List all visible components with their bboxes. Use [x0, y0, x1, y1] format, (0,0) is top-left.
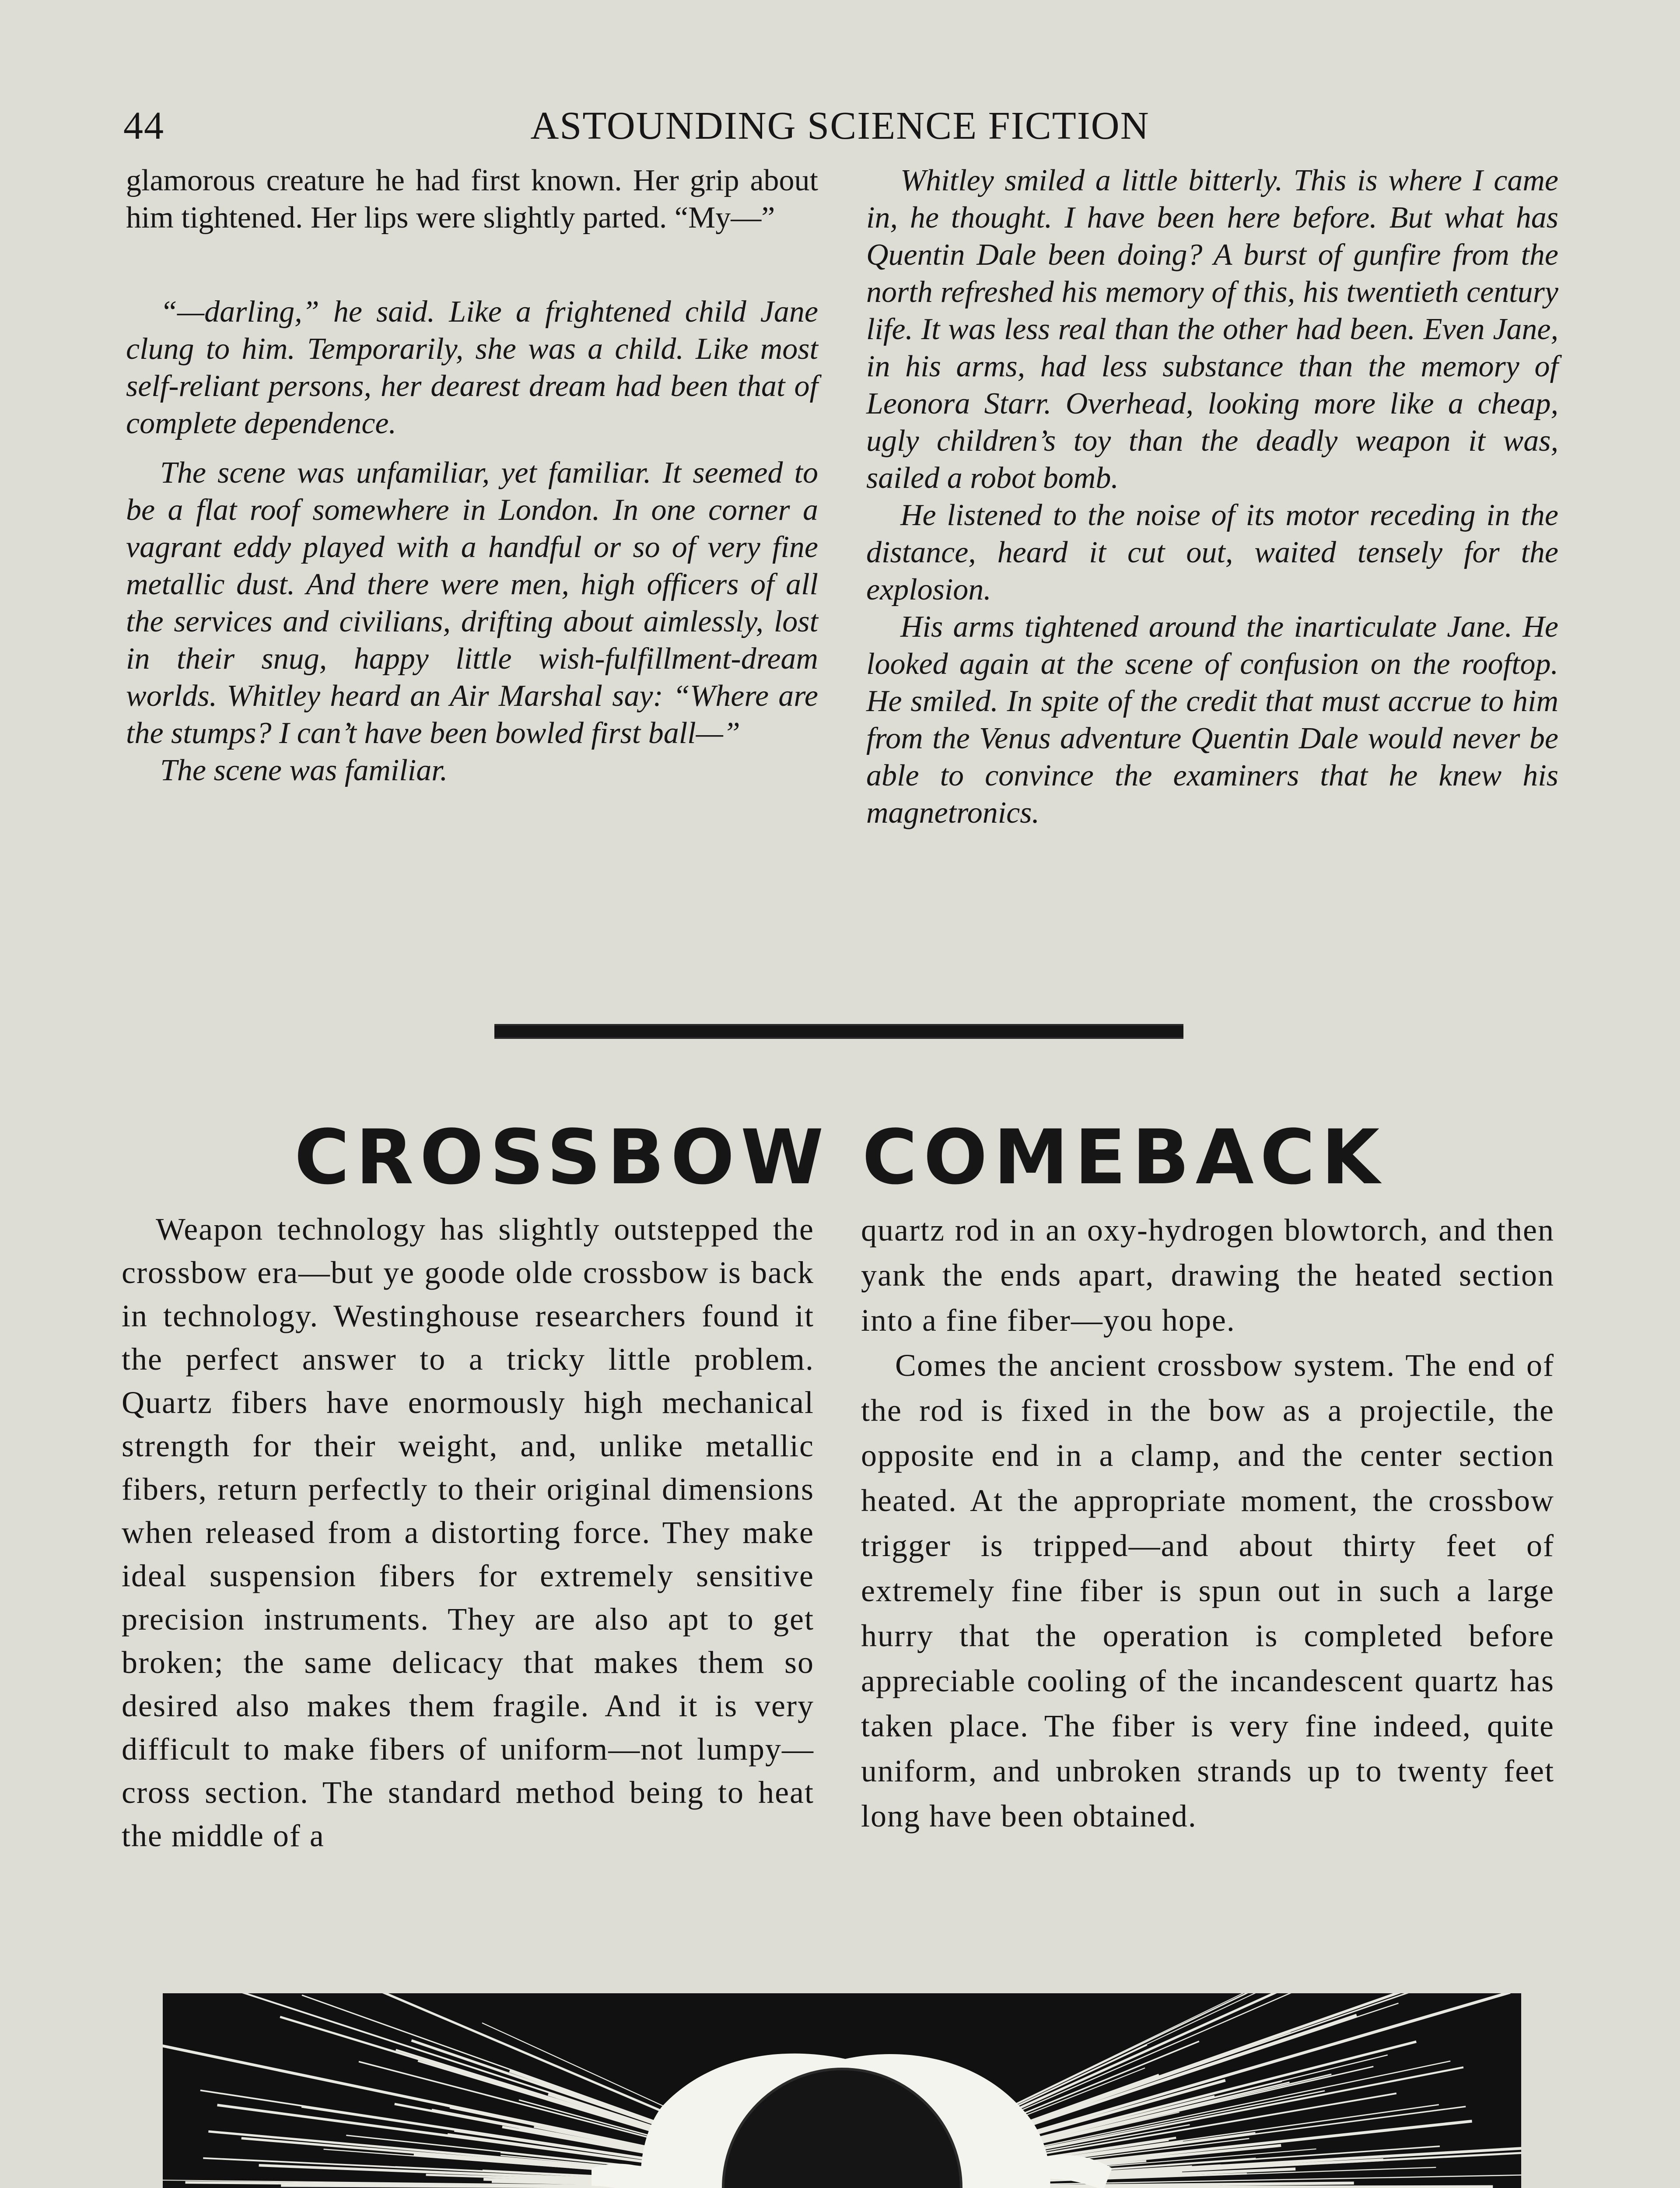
article-paragraph: Comes the ancient crossbow system. The end of the rod is fixed in the bow as a projectile, the opposite end in a clamp, and the center section heated. At the appropriate moment, the crossbow trigger is tripped—and about thirty feet of extremely fine fiber is spun out in such a large hurry that the operation is completed before appreciable cooling of the incandescent quartz has taken place. The fiber is very fine indeed, quite uniform, and unbroken strands up to twenty feet long have been obtained.	[861, 1348, 1554, 1834]
page-number: 44	[123, 104, 164, 147]
running-head	[123, 100, 1557, 152]
story-paragraph: His arms tightened around the inarticulate Jane. He looked again at the scene of confusion on the rooftop. He smiled. In spite of the credit that must accrue to him from the Venus adventure Quentin Dale would never be able to convince the examiners that he knew his magnetronics.	[866, 610, 1558, 830]
story-paragraph: The scene was familiar.	[160, 754, 448, 787]
article-paragraph: Weapon technology has slightly outstepped the crossbow era—but ye goode olde crossbow is back in technology. Westinghouse researchers found it the perfect answer to a tricky little problem. Quartz fibers have enormously high mechanical strength for their weight, and, unlike metallic fibers, return perfectly to their original dimensions when released from a distorting force. They make ideal suspension fibers for extremely sensitive precision instruments. They are also apt to get broken; the same delicacy that makes them so desired also makes them fragile. And it is very difficult to make fibers of uniform—not lumpy—cross section. The standard method being to heat the middle of a	[122, 1212, 814, 1853]
article-paragraph: quartz rod in an oxy-hydrogen blowtorch, and then yank the ends apart, drawing the heated section into a fine fiber—you hope.	[861, 1213, 1554, 1338]
eclipse-artwork	[163, 1993, 1521, 2188]
story-paragraph: “—darling,” he said. Like a frightened child Jane clung to him. Temporarily, she was a child. Like most self-reliant persons, her dearest dream had been that of complete dependence.	[126, 295, 818, 440]
story-paragraph: glamorous creature he had first known. Her grip about him tightened. Her lips were slightly parted. “My—”	[126, 164, 818, 235]
article-title: CROSSBOW COMEBACK	[294, 1113, 1386, 1201]
story-paragraph: The scene was unfamiliar, yet familiar. It seemed to be a flat roof somewhere in London. In one corner a vagrant eddy played with a handful or so of very fine metallic dust. And there were men, high officers of all the services and civilians, drifting about aimlessly, lost in their snug, happy little wish-fulfillment-dream worlds. Whitley heard an Air Marshal say: “Where are the stumps? I can’t have been bowled first ball—”	[126, 456, 818, 750]
eclipse-illustration	[163, 1993, 1521, 2188]
article-column-left	[122, 1208, 814, 1858]
story-paragraph: Whitley smiled a little bitterly. This is where I came in, he thought. I have been here before. But what has Quentin Dale been doing? A burst of gunfire from the north refreshed his memory of this, his twentieth century life. It was less real than the other had been. Even Jane, in his arms, had less substance than the memory of Leonora Starr. Overhead, looking more like a cheap, ugly children’s toy than the deadly weapon it was, sailed a robot bomb.	[866, 164, 1558, 495]
story-column-left	[126, 162, 818, 789]
magazine-title: ASTOUNDING SCIENCE FICTION	[530, 104, 1150, 147]
story-column-right	[866, 162, 1558, 831]
article-column-right	[861, 1208, 1554, 1839]
story-paragraph: He listened to the noise of its motor receding in the distance, heard it cut out, waited tensely for the explosion.	[866, 498, 1558, 607]
section-divider-rule	[494, 1024, 1183, 1039]
